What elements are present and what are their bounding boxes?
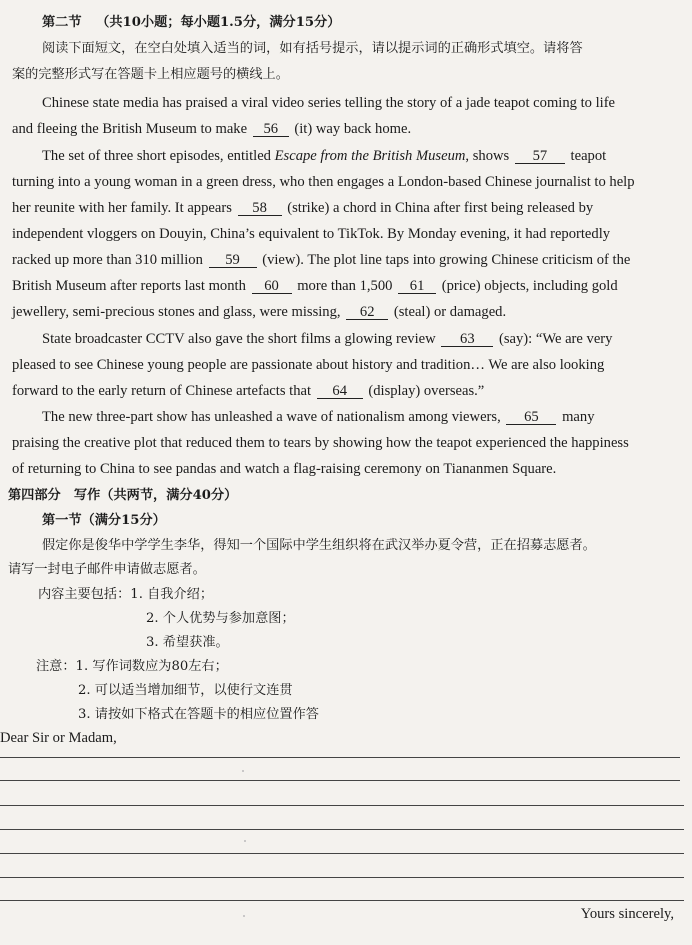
passage-line: State broadcaster CCTV also gave the short films a glowing review 63 (say): “We are very: [42, 331, 613, 347]
answer-line[interactable]: [0, 853, 684, 854]
passage-line: independent vloggers on Douyin, China’s equivalent to TikTok. By Monday evening, it had reportedly: [12, 226, 611, 242]
answer-line[interactable]: [0, 829, 684, 830]
sub-heading: 第一节（满分15分）: [42, 513, 166, 528]
content-item-1: 内容主要包括：1. 自我介绍；: [38, 587, 214, 602]
content-item-3: 3. 希望获准。: [146, 635, 229, 650]
task-line-2: 请写一封电子邮件申请做志愿者。: [8, 562, 206, 577]
closing: Yours sincerely,: [580, 906, 674, 922]
passage-line: Chinese state media has praised a viral video series telling the story of a jade teapot coming to life: [42, 95, 616, 111]
passage-line: British Museum after reports last month 60 more than 1,500 61 (price) objects, including gold: [12, 278, 618, 294]
passage-line: her reunite with her family. It appears 58 (strike) a chord in China after first being released by: [12, 200, 594, 216]
blank-60[interactable]: 60: [252, 279, 292, 294]
passage-line: of returning to China to see pandas and watch a flag-raising ceremony on Tiananmen Square.: [12, 461, 557, 477]
section-number: 第二节: [42, 15, 82, 30]
scan-speck: [244, 840, 246, 842]
blank-61[interactable]: 61: [398, 279, 436, 294]
video-title: Escape from the British Museum: [274, 148, 466, 164]
instruction-line-1: 阅读下面短文，在空白处填入适当的词，如有括号提示，请以提示词的正确形式填空。请将答: [42, 41, 583, 56]
task-line-1: 假定你是俊华中学学生李华，得知一个国际中学生组织将在武汉举办夏令营，正在招募志愿者。: [42, 538, 596, 553]
answer-line[interactable]: [0, 805, 684, 806]
blank-64[interactable]: 64: [317, 384, 363, 399]
answer-line[interactable]: [0, 757, 680, 758]
passage-line: turning into a young woman in a green dress, who then engages a London-based Chinese journalist to help: [12, 174, 635, 190]
answer-line[interactable]: [0, 780, 680, 781]
scan-speck: [243, 915, 245, 917]
note-item-3: 3. 请按如下格式在答题卡的相应位置作答: [78, 707, 319, 722]
blank-62[interactable]: 62: [346, 305, 388, 320]
blank-58[interactable]: 58: [238, 201, 282, 216]
blank-56[interactable]: 56: [253, 122, 289, 137]
note-item-1: 注意：1. 写作词数应为80左右；: [36, 659, 228, 674]
passage-line: pleased to see Chinese young people are passionate about history and tradition… We are also looking: [12, 357, 605, 373]
part-heading: 第四部分 写作（共两节，满分40分）: [8, 488, 238, 503]
passage-line: praising the creative plot that reduced them to tears by showing how the teapot experienced the happiness: [12, 435, 629, 451]
passage-line: racked up more than 310 million 59 (view). The plot line taps into growing Chinese criticism of the: [12, 252, 631, 268]
blank-57[interactable]: 57: [515, 149, 565, 164]
content-item-2: 2. 个人优势与参加意图；: [146, 611, 295, 626]
section-heading: [42, 14, 340, 32]
passage-line: and fleeing the British Museum to make 56 (it) way back home.: [12, 121, 412, 137]
blank-63[interactable]: 63: [441, 332, 493, 347]
section-scoring: （共10小题；每小题1.5分，满分15分）: [96, 15, 341, 30]
passage-line: forward to the early return of Chinese artefacts that 64 (display) overseas.”: [12, 383, 485, 399]
instruction-line-2: 案的完整形式写在答题卡上相应题号的横线上。: [12, 67, 289, 82]
passage-line: The set of three short episodes, entitled Escape from the British Museum, shows 57 teapot: [42, 148, 607, 164]
scan-speck: [242, 770, 244, 772]
note-item-2: 2. 可以适当增加细节，以使行文连贯: [78, 683, 293, 698]
passage-line: jewellery, semi-precious stones and glass, were missing, 62 (steal) or damaged.: [12, 304, 507, 320]
passage-line: The new three-part show has unleashed a wave of nationalism among viewers, 65 many: [42, 409, 595, 425]
blank-59[interactable]: 59: [209, 253, 257, 268]
answer-line[interactable]: [0, 900, 684, 901]
answer-line[interactable]: [0, 877, 684, 878]
salutation: Dear Sir or Madam,: [0, 730, 117, 746]
blank-65[interactable]: 65: [506, 410, 556, 425]
